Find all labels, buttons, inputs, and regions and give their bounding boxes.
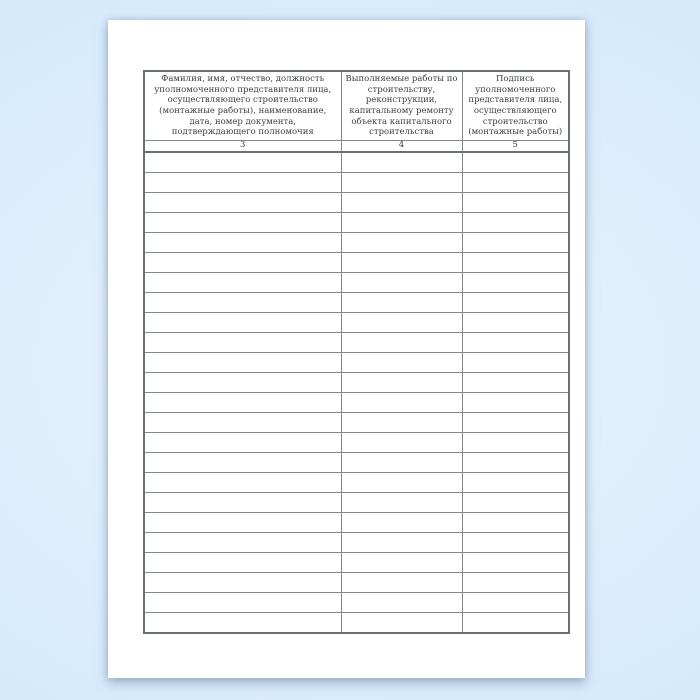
empty-cell [341, 273, 462, 293]
column-number-3: 3 [144, 141, 341, 153]
column-number-row [144, 141, 569, 153]
empty-cell [144, 152, 341, 173]
table-row [144, 493, 569, 513]
empty-cell [341, 353, 462, 373]
empty-cell [341, 293, 462, 313]
table-row [144, 433, 569, 453]
empty-cell [341, 413, 462, 433]
empty-cell [144, 433, 341, 453]
document-page [108, 20, 585, 678]
col-header-signature: Подпись уполномоченного представителя лица, осуществляющего строительство (монтажные работы) [462, 71, 569, 141]
empty-cell [144, 473, 341, 493]
empty-cell [341, 152, 462, 173]
empty-cell [144, 193, 341, 213]
column-number-4: 4 [341, 141, 462, 153]
empty-cell [462, 553, 569, 573]
empty-cell [341, 433, 462, 453]
empty-cell [341, 493, 462, 513]
empty-cell [462, 593, 569, 613]
table-row [144, 553, 569, 573]
table-row [144, 393, 569, 413]
empty-cell [462, 453, 569, 473]
empty-cell [462, 273, 569, 293]
empty-cell [462, 513, 569, 533]
empty-cell [341, 593, 462, 613]
empty-cell [341, 313, 462, 333]
empty-cell [462, 253, 569, 273]
empty-cell [341, 173, 462, 193]
table-row [144, 573, 569, 593]
empty-cell [144, 353, 341, 373]
empty-cell [462, 573, 569, 593]
empty-cell [144, 253, 341, 273]
empty-cell [462, 493, 569, 513]
table-row [144, 373, 569, 393]
table-row [144, 533, 569, 553]
empty-cell [341, 533, 462, 553]
empty-cell [341, 233, 462, 253]
empty-cell [462, 313, 569, 333]
table-row [144, 513, 569, 533]
empty-cell [462, 333, 569, 353]
empty-cell [341, 373, 462, 393]
col-header-works: Выполняемые работы по строительству, реконструкции, капитальному ремонту объекта капитального строительства [341, 71, 462, 141]
empty-cell [144, 393, 341, 413]
empty-cell [144, 553, 341, 573]
table-row [144, 173, 569, 193]
table-row [144, 453, 569, 473]
empty-cell [462, 373, 569, 393]
empty-cell [144, 453, 341, 473]
table-row [144, 593, 569, 613]
empty-cell [462, 613, 569, 634]
empty-cell [462, 173, 569, 193]
col-header-representative: Фамилия, имя, отчество, должность уполномоченного представителя лица, осуществляющего строительство (монтажные работы), наименование, дата, номер документа, подтверждающего полномочия [144, 71, 341, 141]
table-row [144, 213, 569, 233]
empty-cell [462, 473, 569, 493]
table-row [144, 233, 569, 253]
empty-cell [341, 573, 462, 593]
empty-cell [462, 393, 569, 413]
table-row [144, 273, 569, 293]
table-row [144, 193, 569, 213]
empty-cell [144, 173, 341, 193]
empty-cell [341, 473, 462, 493]
empty-cell [462, 193, 569, 213]
empty-cell [144, 373, 341, 393]
table-row [144, 353, 569, 373]
table-row [144, 152, 569, 173]
table-row [144, 333, 569, 353]
empty-cell [144, 273, 341, 293]
empty-cell [144, 613, 341, 634]
table-row [144, 293, 569, 313]
column-number-5: 5 [462, 141, 569, 153]
empty-cell [144, 293, 341, 313]
table-head [144, 71, 569, 152]
empty-cell [341, 213, 462, 233]
empty-cell [341, 193, 462, 213]
empty-cell [341, 513, 462, 533]
table-row [144, 313, 569, 333]
empty-cell [462, 413, 569, 433]
empty-cell [144, 573, 341, 593]
empty-cell [341, 613, 462, 634]
table-body [144, 152, 569, 633]
empty-cell [341, 553, 462, 573]
empty-cell [462, 533, 569, 553]
empty-cell [341, 333, 462, 353]
empty-cell [144, 493, 341, 513]
table-row [144, 413, 569, 433]
empty-cell [341, 253, 462, 273]
empty-cell [144, 213, 341, 233]
empty-cell [462, 152, 569, 173]
empty-cell [341, 453, 462, 473]
empty-cell [462, 293, 569, 313]
table-row [144, 253, 569, 273]
empty-cell [462, 433, 569, 453]
table-row [144, 613, 569, 634]
empty-cell [144, 413, 341, 433]
empty-cell [341, 393, 462, 413]
empty-cell [462, 233, 569, 253]
empty-cell [144, 333, 341, 353]
representatives-table [143, 70, 570, 634]
empty-cell [462, 213, 569, 233]
empty-cell [462, 353, 569, 373]
empty-cell [144, 313, 341, 333]
empty-cell [144, 593, 341, 613]
empty-cell [144, 233, 341, 253]
empty-cell [144, 513, 341, 533]
table-header-row [144, 71, 569, 141]
table-row [144, 473, 569, 493]
empty-cell [144, 533, 341, 553]
